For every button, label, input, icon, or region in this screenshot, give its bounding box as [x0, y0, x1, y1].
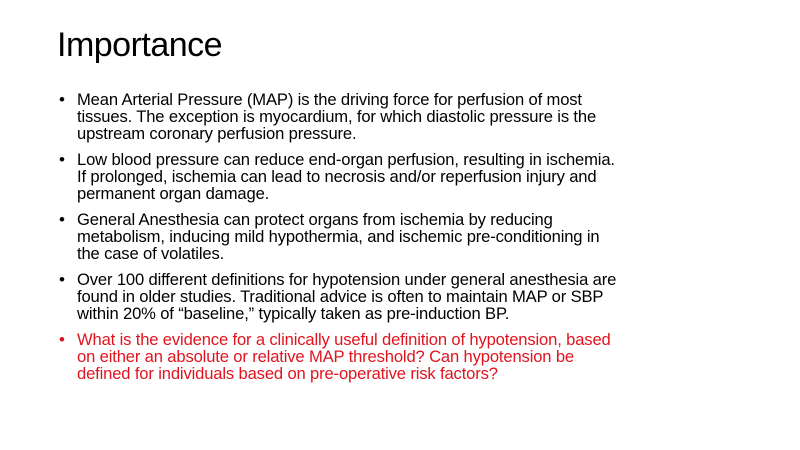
bullet-icon: • [59, 150, 65, 169]
bullet-text-line: metabolism, inducing mild hypothermia, and ischemic pre-conditioning in [77, 227, 600, 246]
bullet-text-line: Low blood pressure can reduce end-organ perfusion, resulting in ischemia. [77, 150, 615, 169]
bullet-text-line: found in older studies. Traditional advice is often to maintain MAP or SBP [77, 287, 604, 306]
bullet-text-line: What is the evidence for a clinically useful definition of hypotension, based [77, 330, 611, 349]
bullet-text-line: the case of volatiles. [77, 244, 225, 263]
bullet-text-line: Mean Arterial Pressure (MAP) is the driving force for perfusion of most [77, 90, 582, 109]
bullet-item [57, 271, 777, 322]
bullet-text-line: tissues. The exception is myocardium, for which diastolic pressure is the [77, 107, 597, 126]
bullet-text-line: within 20% of “baseline,” typically taken as pre-induction BP. [77, 304, 510, 323]
bullet-text-line: on either an absolute or relative MAP threshold? Can hypotension be [77, 347, 574, 366]
bullet-text-line: permanent organ damage. [77, 184, 270, 203]
bullet-icon: • [59, 210, 65, 229]
bullet-icon: • [59, 330, 65, 349]
bullet-item [57, 211, 777, 262]
bullet-text-line: General Anesthesia can protect organs from ischemia by reducing [77, 210, 553, 229]
bullet-icon: • [59, 90, 65, 109]
bullet-text-line: upstream coronary perfusion pressure. [77, 124, 357, 143]
bullet-text-line: If prolonged, ischemia can lead to necrosis and/or reperfusion injury and [77, 167, 597, 186]
bullet-list [57, 91, 777, 391]
bullet-text-line: defined for individuals based on pre-operative risk factors? [77, 364, 498, 383]
highlighted-question-bullet [57, 331, 777, 382]
slide-title: Importance [57, 26, 223, 64]
bullet-item [57, 91, 777, 142]
bullet-item [57, 151, 777, 202]
bullet-text-line: Over 100 different definitions for hypotension under general anesthesia are [77, 270, 617, 289]
bullet-icon: • [59, 270, 65, 289]
